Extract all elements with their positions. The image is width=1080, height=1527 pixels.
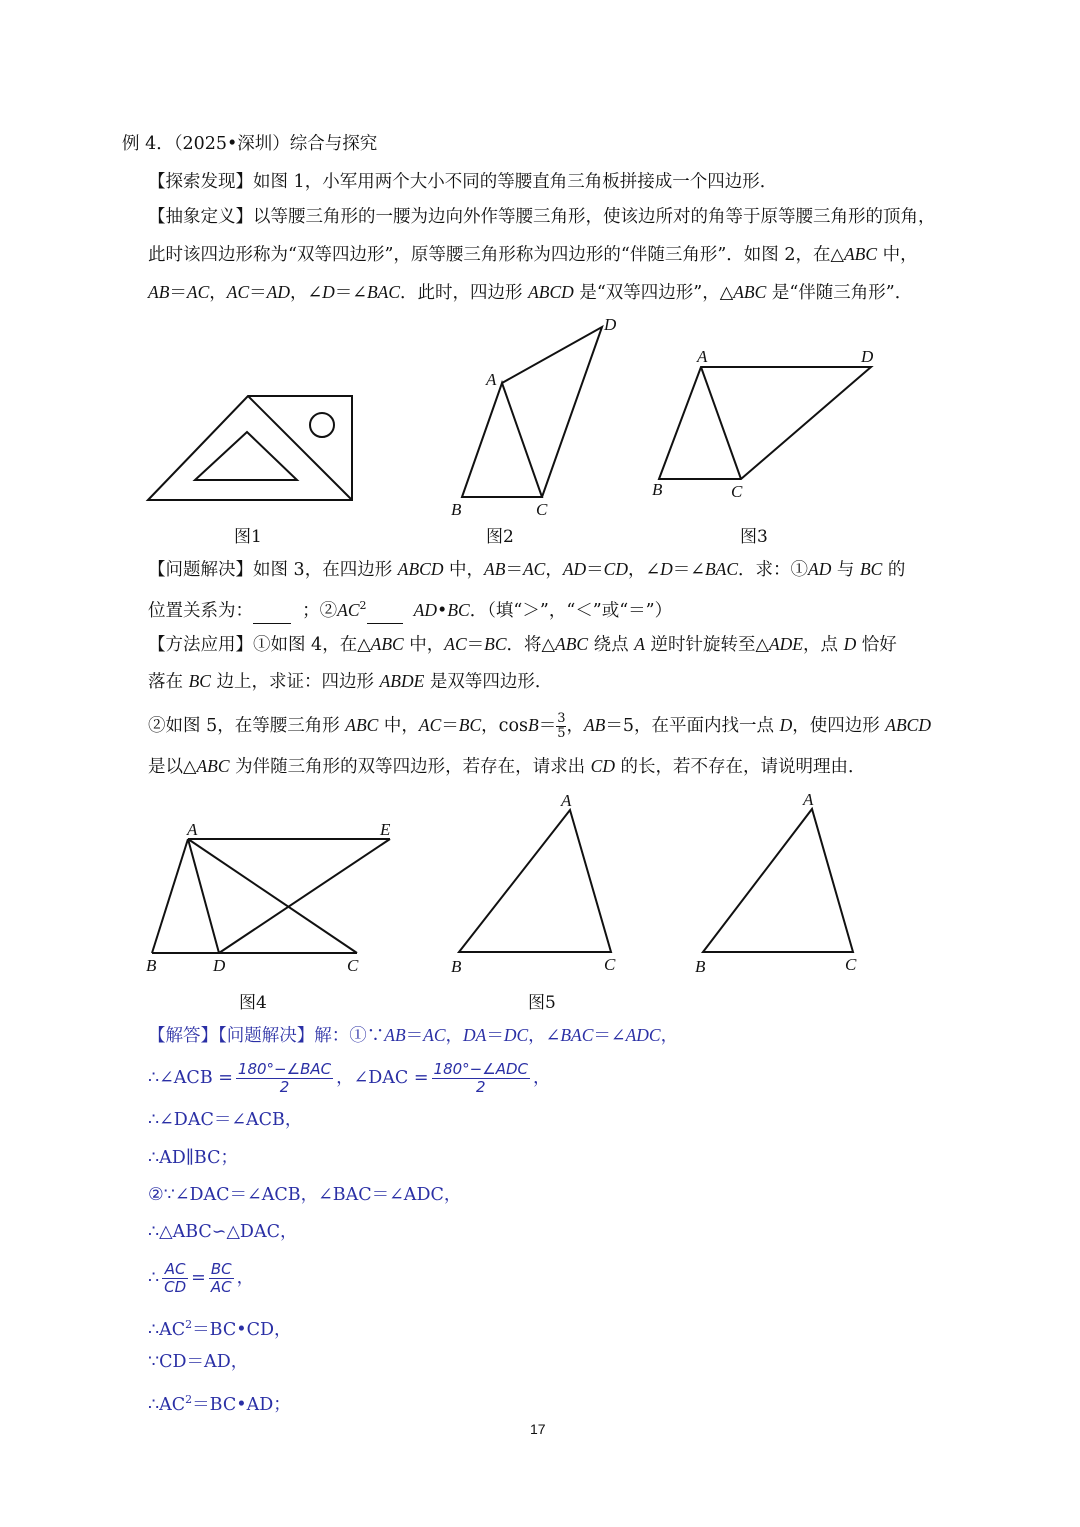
fig4-point-a: A xyxy=(187,820,198,839)
fig4-point-c: C xyxy=(347,956,359,975)
fig2-point-d: D xyxy=(604,315,617,334)
fig1-hole-circle xyxy=(310,413,334,437)
method-line-2: 落在 BC 边上，求证：四边形 ABDE 是双等四边形． xyxy=(148,671,553,692)
define-line-2: 此时该四边形称为“双等四边形”，原等腰三角形称为四边形的“伴随三角形”．如图 2，在△ABC 中， xyxy=(148,244,918,265)
fig2-caption: 图2 xyxy=(486,527,514,547)
fig5-left-point-c: C xyxy=(604,955,616,974)
fig4-line-ab xyxy=(152,839,188,953)
problem-line-1: 【问题解决】如图 3，在四边形 ABCD 中，AB＝AC，AD＝CD，∠D＝∠BAC．求：①AD 与 BC 的 xyxy=(148,559,906,580)
figure-5-right-triangle xyxy=(703,809,853,952)
answer-blank-2[interactable] xyxy=(367,599,403,624)
fig2-point-c: C xyxy=(536,500,548,519)
solution-line-10: $\therefore AC^2=BC•AD$； xyxy=(148,1393,291,1415)
fig3-diagonal-ac xyxy=(701,367,741,479)
frac-bc-ac: $\frac{BC}{AC}$ xyxy=(210,1260,232,1296)
fig5-right-point-c: C xyxy=(845,955,857,974)
fig5-right-point-a: A xyxy=(803,790,814,809)
fig3-point-a: A xyxy=(697,347,708,366)
fig1-outer-shape xyxy=(148,396,352,500)
fig3-point-c: C xyxy=(731,482,743,501)
define-line-3: AB＝AC，AC＝AD，∠D＝∠BAC．此时，四边形 ABCD 是“双等四边形”，△ABC 是“伴随三角形”． xyxy=(148,282,913,303)
fig5-caption: 图5 xyxy=(528,993,556,1013)
problem-line-2: 位置关系为： ；$②AC^2$ AD•BC．（填“＞”，“＜”或“＝”） xyxy=(148,594,672,624)
method-line-4: 是以△ABC 为伴随三角形的双等四边形，若存在，请求出 CD 的长，若不存在，请说明理由． xyxy=(148,756,866,777)
fig4-point-e: E xyxy=(380,820,391,839)
frac-ac-cd: $\frac{AC}{CD}$ xyxy=(164,1260,187,1296)
solution-line-1: 【解答】【问题解决】解：①∵AB＝AC，DA＝DC，∠BAC＝∠ADC， xyxy=(148,1025,679,1046)
fig3-caption: 图3 xyxy=(740,527,768,547)
fig3-point-b: B xyxy=(652,480,663,499)
figure-4-diagram xyxy=(152,839,390,953)
figure-5-left-triangle xyxy=(459,810,611,952)
solution-line-5: ②∵∠DAC＝∠ACB，∠BAC＝∠ADC， xyxy=(148,1185,462,1205)
figures-row-1 xyxy=(0,310,1080,550)
solution-line-6: ∴△ABC∽△DAC， xyxy=(148,1222,298,1242)
page-number: 17 xyxy=(530,1421,546,1437)
frac-acb: $\frac{\text{180°−∠BAC}}{2}$ xyxy=(237,1060,332,1096)
solution-line-4: ∴AD∥BC； xyxy=(148,1148,238,1168)
fig2-triangle-abc xyxy=(462,383,542,497)
figures-row-2 xyxy=(0,785,1080,985)
fig4-point-b: B xyxy=(146,956,157,975)
method-line-1: 【方法应用】①如图 4，在△ABC 中，AC＝BC．将△ABC 绕点 A 逆时针旋转至△ADE，点 D 恰好 xyxy=(148,634,897,655)
solution-line-2: ∴∠ACB = $\frac{\text{180°−∠BAC}}{2}$ ，∠DAC = $\frac{\text{180°−∠ADC}}{2}$ ， xyxy=(148,1060,551,1096)
fig5-left-point-a: A xyxy=(561,791,572,810)
fig5-left-triangle-abc xyxy=(459,810,611,952)
frac-dac: $\frac{\text{180°−∠ADC}}{2}$ xyxy=(433,1060,528,1096)
figure-2-diagram xyxy=(462,327,602,497)
solution-line-8: $\therefore AC^2=BC•CD$， xyxy=(148,1318,292,1340)
fig5-right-point-b: B xyxy=(695,957,706,976)
fig4-point-d: D xyxy=(213,956,226,975)
explore-paragraph: 【探索发现】如图 1，小军用两个大小不同的等腰直角三角板拼接成一个四边形． xyxy=(148,172,778,192)
method-line-3: ②如图 5，在等腰三角形 ABC 中，AC＝BC，cosB＝ $\frac{3}{5}$ ，AB＝5，在平面内找一点 D，使四边形 ABCD xyxy=(148,711,931,741)
define-line-1: 【抽象定义】以等腰三角形的一腰为边向外作等腰三角形，使该边所对的角等于原等腰三角形的顶角， xyxy=(148,207,936,227)
figure-1-set-squares xyxy=(148,396,352,500)
solution-line-3: ∴∠DAC＝∠ACB， xyxy=(148,1110,303,1130)
figure-3-diagram xyxy=(659,367,871,479)
answer-blank-1[interactable] xyxy=(253,599,291,624)
solution-line-7: ∴ $\frac{AC}{CD}$ = $\frac{BC}{AC}$ ， xyxy=(148,1260,255,1296)
fig2-point-a: A xyxy=(486,370,497,389)
fig5-left-point-b: B xyxy=(451,957,462,976)
fig2-point-b: B xyxy=(451,500,462,519)
fig2-triangle-acd xyxy=(502,327,602,497)
fig1-caption: 图1 xyxy=(234,527,262,547)
fig1-inner-triangle xyxy=(195,432,297,480)
solution-line-9: ∵CD＝AD， xyxy=(148,1352,249,1372)
fig3-point-d: D xyxy=(861,347,874,366)
fig3-quad-abcd xyxy=(659,367,871,479)
cosb-fraction: $\frac{3}{5}$ xyxy=(557,711,566,741)
fig4-caption: 图4 xyxy=(239,993,267,1013)
fig4-line-de xyxy=(219,839,390,953)
fig5-right-triangle-abc xyxy=(703,809,853,952)
example-title: 例 4．（2025•深圳）综合与探究 xyxy=(122,134,378,154)
